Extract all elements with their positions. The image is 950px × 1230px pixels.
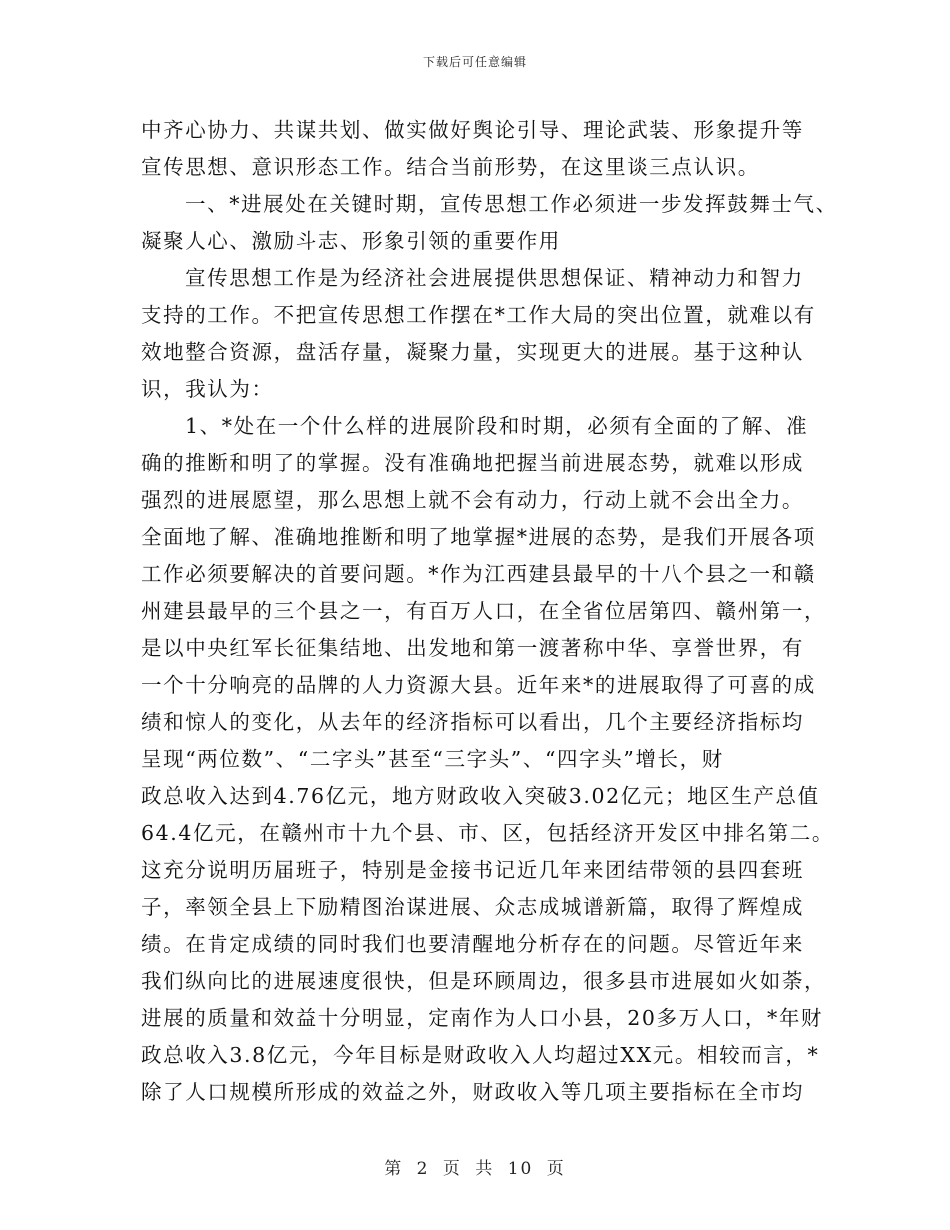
text-line: 确的推断和明了的掌握。没有准确地把握当前进展态势，就难以形成 [141, 451, 804, 475]
text-line: 强烈的进展愿望，那么思想上就不会有动力，行动上就不会出全力。 [141, 488, 804, 512]
text-line: 1、*处在一个什么样的进展阶段和时期，必须有全面的了解、准 [185, 414, 809, 438]
text-line: 我们纵向比的进展速度很快，但是环顾周边，很多县市进展如火如荼， [141, 969, 827, 993]
text-line: 支持的工作。不把宣传思想工作摆在*工作大局的突出位置，就难以有 [141, 303, 816, 327]
page-number: 第 2 页 共 10 页 [384, 1159, 566, 1179]
text-line: 绩和惊人的变化，从去年的经济指标可以看出，几个主要经济指标均 [141, 710, 804, 734]
text-line: 中齐心协力、共谋共划、做实做好舆论引导、理论武装、形象提升等 [141, 118, 804, 142]
text-line: 政总收入达到4.76亿元，地方财政收入突破3.02亿元；地区生产总值 [141, 784, 820, 808]
text-line: 除了人口规模所形成的效益之外，财政收入等几项主要指标在全市均 [141, 1080, 804, 1104]
text-line: 是以中央红军长征集结地、出发地和第一渡著称中华、享誉世界，有 [141, 636, 804, 660]
text-line: 识，我认为： [141, 377, 274, 401]
text-line: 呈现“两位数”、“二字头”甚至“三字头”、“四字头”增长，财 [141, 747, 724, 771]
text-line: 效地整合资源，盘活存量，凝聚力量，实现更大的进展。基于这种认 [141, 340, 804, 364]
section-heading-line: 一、*进展处在关键时期，宣传思想工作必须进一步发挥鼓舞士气、 [185, 192, 838, 216]
text-line: 这充分说明历届班子，特别是金接书记近几年来团结带领的县四套班 [141, 858, 804, 882]
text-line: 一个十分响亮的品牌的人力资源大县。近年来*的进展取得了可喜的成 [141, 673, 816, 697]
text-line: 子，率领全县上下励精图治谋进展、众志成城谱新篇，取得了辉煌成 [141, 895, 804, 919]
text-line: 工作必须要解决的首要问题。*作为江西建县最早的十八个县之一和赣 [141, 562, 816, 586]
page-header: 下载后可任意编辑 [422, 55, 527, 69]
document-body [141, 112, 841, 1111]
text-line: 绩。在肯定成绩的同时我们也要清醒地分析存在的问题。尽管近年来 [141, 932, 804, 956]
text-line: 64.4亿元，在赣州市十九个县、市、区，包括经济开发区中排名第二。 [141, 821, 834, 845]
text-line: 州建县最早的三个县之一，有百万人口，在全省位居第四、赣州第一， [141, 599, 827, 623]
text-line: 全面地了解、准确地推断和明了地掌握*进展的态势，是我们开展各项 [141, 525, 816, 549]
text-line: 政总收入3.8亿元，今年目标是财政收入人均超过XX元。相较而言，* [141, 1043, 820, 1067]
section-heading-line: 凝聚人心、激励斗志、形象引领的重要作用 [141, 229, 561, 253]
text-line: 进展的质量和效益十分明显，定南作为人口小县，20多万人口，*年财 [141, 1006, 824, 1030]
text-line: 宣传思想、意识形态工作。结合当前形势，在这里谈三点认识。 [141, 155, 760, 179]
text-line: 宣传思想工作是为经济社会进展提供思想保证、精神动力和智力 [185, 266, 804, 290]
